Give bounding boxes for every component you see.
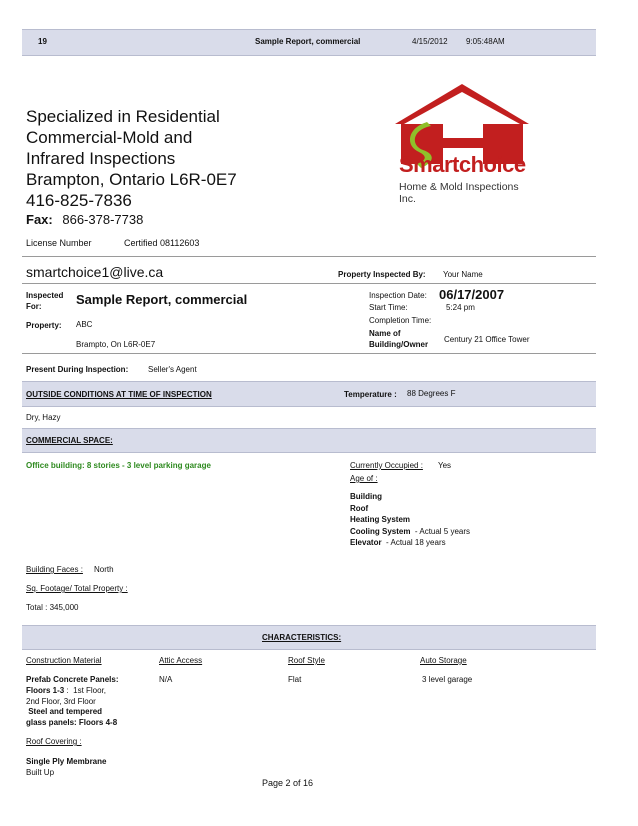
property-line1: ABC xyxy=(76,320,93,329)
age-item-label: Heating System xyxy=(350,515,411,524)
inspected-for-label: Inspected For: xyxy=(26,291,64,311)
present-label: Present During Inspection: xyxy=(26,365,129,374)
fax-row xyxy=(26,212,143,227)
company-email: smartchoice1@live.ca xyxy=(26,264,164,280)
list-item: Single Ply Membrane xyxy=(26,757,107,766)
col-header-attic: Attic Access xyxy=(159,656,203,665)
divider xyxy=(22,353,596,354)
logo-brand-red: Smart xyxy=(399,152,459,177)
header-report-title: Sample Report, commercial xyxy=(255,37,361,46)
attic-access-value: N/A xyxy=(159,675,173,684)
weather-conditions: Dry, Hazy xyxy=(26,413,61,422)
list-item: Steel and tempered xyxy=(26,707,103,717)
license-label: License Number xyxy=(26,238,92,248)
list-item xyxy=(350,526,470,538)
roof-covering-label: Roof Covering : xyxy=(26,737,82,746)
col-header-roof-style: Roof Style xyxy=(288,656,325,665)
occupied-label: Currently Occupied : xyxy=(350,461,423,470)
age-item-label: Building xyxy=(350,492,382,501)
list-item: Built Up xyxy=(26,768,55,777)
temperature-label: Temperature : xyxy=(344,390,397,399)
logo-brand xyxy=(399,152,526,178)
fax-number: 866-378-7738 xyxy=(62,212,144,227)
list-item: glass panels: Floors 4-8 xyxy=(26,718,118,728)
company-line: Commercial-Mold and xyxy=(26,128,193,147)
start-time: 5:24 pm xyxy=(446,303,475,312)
age-item-value: - Actual 18 years xyxy=(386,538,446,547)
age-item-label: Cooling System xyxy=(350,526,411,536)
age-of-label: Age of : xyxy=(350,474,378,483)
col-header-construction: Construction Material xyxy=(26,656,102,665)
inspection-date: 06/17/2007 xyxy=(439,287,505,302)
auto-storage-value: 3 level garage xyxy=(422,675,473,684)
building-faces-value: North xyxy=(94,565,114,574)
completion-time-label: Completion Time: xyxy=(369,316,432,325)
company-line: Infrared Inspections xyxy=(26,149,176,168)
age-item-value: - Actual 5 years xyxy=(414,526,471,536)
building-faces-label: Building Faces : xyxy=(26,565,83,574)
divider xyxy=(22,283,596,284)
age-item-label: Roof xyxy=(350,503,369,513)
outside-conditions-title: OUTSIDE CONDITIONS AT TIME OF INSPECTION xyxy=(26,390,212,399)
list-item xyxy=(350,514,470,526)
roof-style-value: Flat xyxy=(288,675,302,684)
present-value: Seller's Agent xyxy=(148,365,197,374)
fax-label: Fax: xyxy=(26,212,53,227)
construction-material-list xyxy=(26,675,118,729)
header-page-number: 19 xyxy=(38,37,47,46)
header-date: 4/15/2012 xyxy=(412,37,448,46)
inspection-date-label: Inspection Date: xyxy=(369,291,427,300)
col-header-auto-storage: Auto Storage xyxy=(420,656,467,665)
office-description: Office building: 8 stories - 3 level parking garage xyxy=(26,461,211,470)
property-label: Property: xyxy=(26,321,62,330)
occupied-value: Yes xyxy=(438,461,452,470)
list-item xyxy=(350,491,470,503)
license-value: Certified 08112603 xyxy=(124,238,200,248)
property-line2: Brampto, On L6R-0E7 xyxy=(76,340,156,349)
company-info xyxy=(26,106,237,211)
inspected-for-value: Sample Report, commercial xyxy=(76,292,248,307)
company-logo xyxy=(387,80,537,205)
company-line: 416-825-7836 xyxy=(26,191,132,210)
inspected-by-value: Your Name xyxy=(443,270,483,279)
temperature-value: 88 Degrees F xyxy=(407,389,456,398)
page-footer: Page 2 of 16 xyxy=(262,778,314,788)
age-list xyxy=(350,491,470,549)
total-footage: Total : 345,000 xyxy=(26,603,79,612)
start-time-label: Start Time: xyxy=(369,303,408,312)
list-item xyxy=(350,537,470,549)
characteristics-title: CHARACTERISTICS: xyxy=(262,633,342,642)
list-item: Floors 1-3 : 1st Floor, xyxy=(26,685,107,695)
header-time: 9:05:48AM xyxy=(466,37,505,46)
inspected-by-label: Property Inspected By: xyxy=(338,270,426,279)
sq-footage-label: Sq. Footage/ Total Property : xyxy=(26,584,128,593)
commercial-space-title: COMMERCIAL SPACE: xyxy=(26,436,113,445)
company-line: Specialized in Residential xyxy=(26,107,220,126)
list-item: 2nd Floor, 3rd Floor xyxy=(26,696,96,706)
roof-covering-list xyxy=(26,756,106,778)
logo-brand-rest: choice xyxy=(458,152,526,177)
list-item xyxy=(350,503,470,515)
logo-tagline: Home & Mold Inspections Inc. xyxy=(399,181,519,205)
age-item-label: Elevator xyxy=(350,538,382,547)
building-owner-value: Century 21 Office Tower xyxy=(444,335,530,344)
list-item: Prefab Concrete Panels: xyxy=(26,675,119,684)
company-line: Brampton, Ontario L6R-0E7 xyxy=(26,170,237,189)
divider xyxy=(22,256,596,257)
building-owner-label: Name of Building/Owner xyxy=(369,329,429,349)
